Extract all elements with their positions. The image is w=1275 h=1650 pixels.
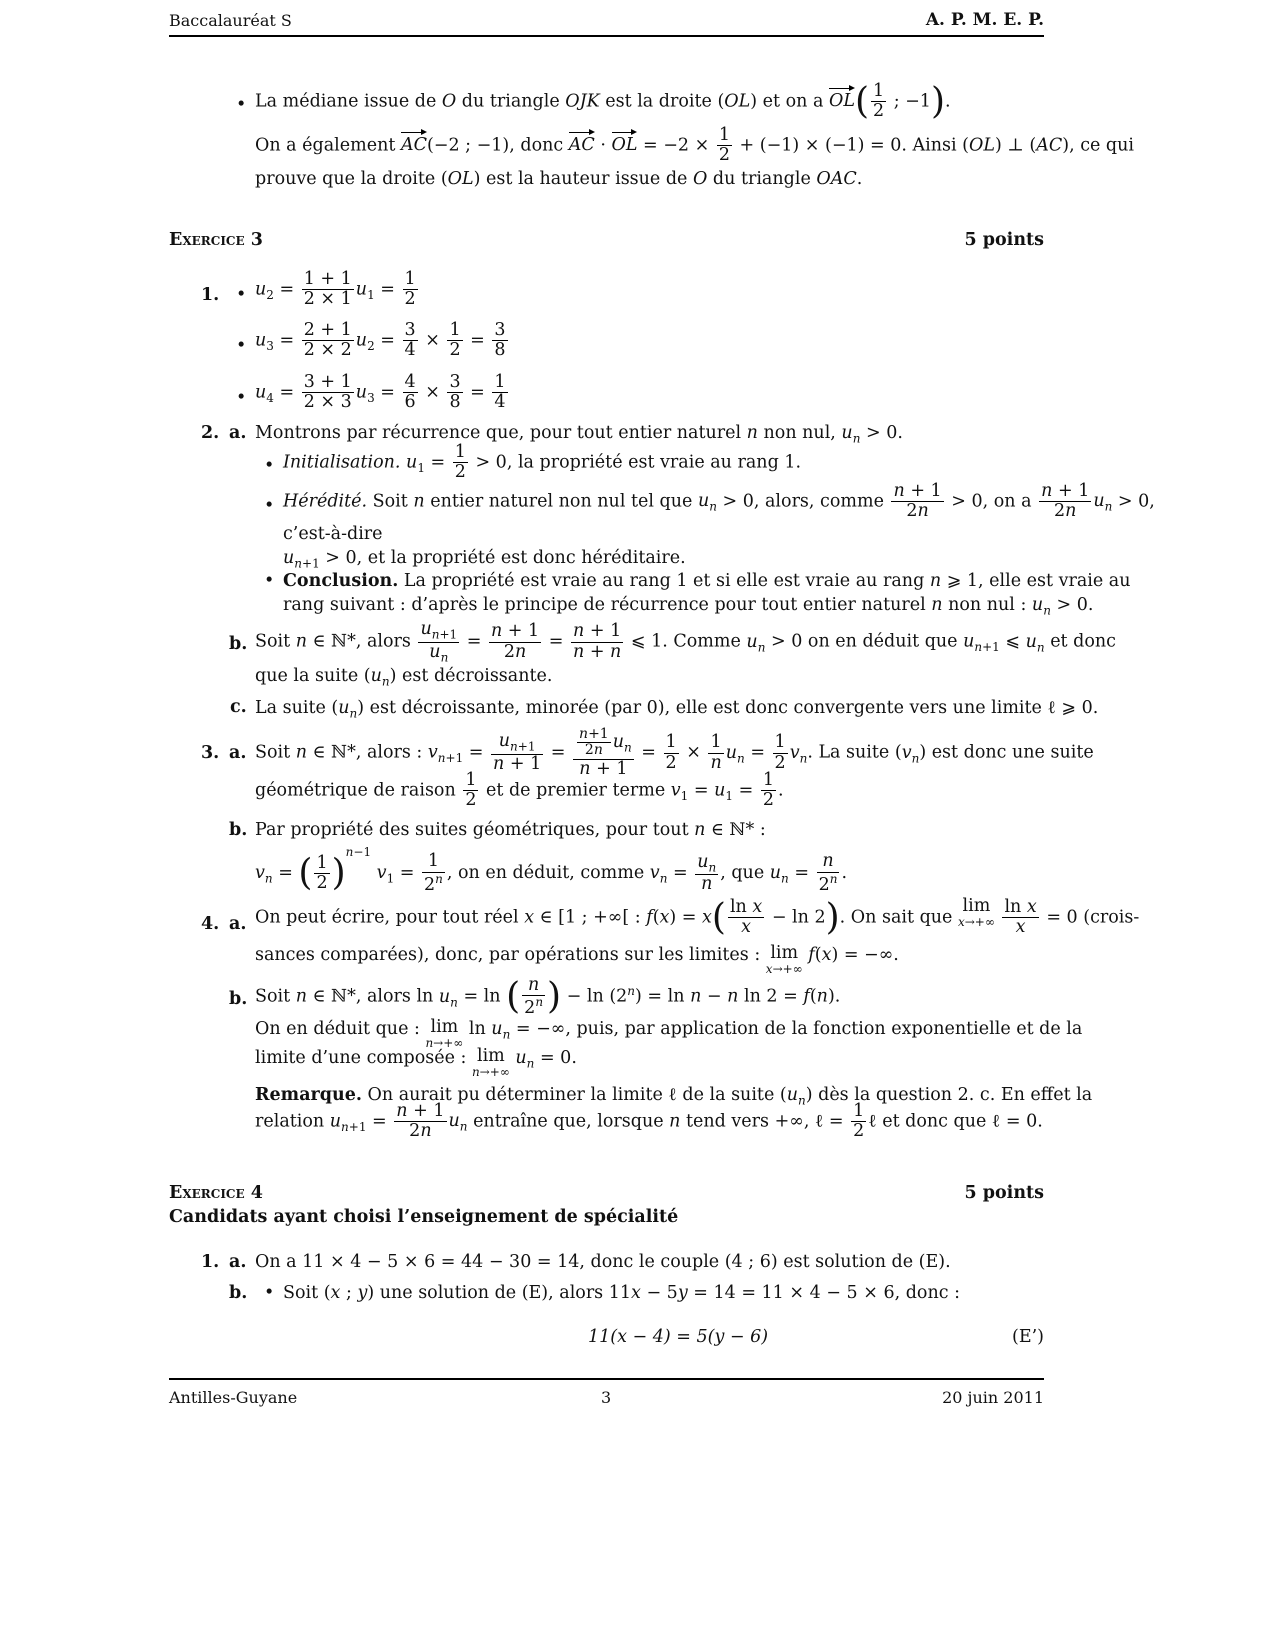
heredite-line-3: $u_{n+1} > 0$, et la propriété est donc héréditaire. [283,548,686,571]
question-1-label: 1. [201,1252,220,1272]
part-a-label: a. [229,914,247,934]
u2-formula: $u_2$ = $\frac{1 + 1}{2 \times 1}$ $u_1$ = $\frac{1}{2}$ [255,269,416,310]
intro-line-2: On a également AC(−2 ; −1), donc AC · OL = −2 × $\frac{1}{2}$ + (−1) × (−1) = 0. Ainsi (OL) ⊥ (AC), ce qui [255,125,1134,166]
footer-rule [169,1378,1044,1380]
bullet: • [236,285,247,305]
bullet: • [264,1283,275,1303]
question-2-label: 2. [201,423,220,443]
heredite-line-2: c’est-à-dire [283,524,383,544]
bullet: • [264,456,275,476]
bullet: • [264,496,275,516]
footer-right: 20 juin 2011 [942,1388,1044,1407]
exercise-3-title: Exercice 3 [169,230,263,250]
bullet: • [236,336,247,356]
page-number: 3 [601,1388,612,1407]
exercise-3-points: 5 points [964,230,1044,250]
header-left: Baccalauréat S [169,11,292,30]
ex4-q1b: Soit (x ; y) une solution de (E), alors 11x − 5y = 14 = 11 × 4 − 5 × 6, donc : [283,1283,960,1303]
question-4-label: 4. [201,914,220,934]
conclusion-line-2: rang suivant : d’après le principe de récurrence pour tout entier naturel n non nul : $u_n > 0$. [283,595,1094,618]
question-1-label: 1. [201,285,220,305]
q2a-statement: Montrons par récurrence que, pour tout entier naturel n non nul, $u_n > 0$. [255,423,903,446]
part-a-label: a. [229,1252,247,1272]
q4b-line-1: Soit n ∈ ℕ*, alors $\ln u_n = \ln$ ( $\frac{n}{2^n}$ ) − $\ln (2^n) = \ln n - n$ ln 2 = f(n). [255,975,841,1019]
q4b-line-2: On en déduit que : lim n→+∞ $\ln u_n$ = −∞, puis, par application de la fonction exponentielle et de la [255,1017,1083,1050]
part-b-label: b. [229,1283,248,1303]
q2c-statement: La suite $(u_n)$ est décroissante, minorée (par 0), elle est donc convergente vers une limite ℓ ⩾ 0. [255,698,1099,721]
exercise-4-points: 5 points [964,1183,1044,1203]
heredite-line-1: Hérédité. Soit n entier naturel non nul tel que $u_n > 0$, alors, comme $\frac{n + 1}{2n}$ > 0, on a $\frac{n + 1}{2n}$ $u_n > 0$, [283,481,1155,522]
q2b-line-1: Soit n ∈ ℕ*, alors $\frac{u_{n+1}}{u_n}$ = $\frac{n + 1}{2n}$ = $\frac{n + 1}{n + n}$ ⩽ 1. Comme $u_n > 0$ on en déduit que $u_{n+1}$ ⩽ $u_n$ et donc [255,619,1116,665]
header-rule [169,35,1044,37]
conclusion-line-1: Conclusion. La propriété est vraie au rang 1 et si elle est vraie au rang n ⩾ 1, elle est vraie au [283,571,1131,591]
q3a-line-1: Soit n ∈ ℕ*, alors : $v_{n+1}$ = $\frac{u_{n+1}}{n + 1}$ = $\frac{n+1}{2n}$ $u_n$ n + 1 = $\frac{1}{2}$ × $\frac{1}{n}$ $u_n$ = $\frac{1}{2}$ $v_n$. La suite $(v_n)$ est donc une suite [255,726,1094,779]
q3a-line-2: géométrique de raison $\frac{1}{2}$ et de premier terme $v_1 = u_1$ = $\frac{1}{2}$ . [255,770,784,811]
q4b-line-3: limite d’une composée : lim n→+∞ $u_n = 0$. [255,1046,577,1079]
equation-label: (E’) [1012,1327,1044,1347]
part-b-label: b. [229,989,248,1009]
exercise-4-subtitle: Candidats ayant choisi l’enseignement de spécialité [169,1207,679,1227]
part-b-label: b. [229,820,248,840]
remark-line-1: Remarque. On aurait pu déterminer la limite ℓ de la suite $(u_n)$ dès la question 2. c. En effet la [255,1085,1093,1108]
intro-line-3: prouve que la droite (OL) est la hauteur issue de O du triangle OAC. [255,169,863,189]
footer-left: Antilles-Guyane [169,1388,298,1407]
ex4-q1a: On a 11 × 4 − 5 × 6 = 44 − 30 = 14, donc le couple (4 ; 6) est solution de (E). [255,1252,951,1272]
q4a-line-1: On peut écrire, pour tout réel x ∈ [1 ; +∞[ : f(x) = x( $\frac{\text{ln x}}{x}$ − ln 2). On sait que lim x→+∞ $\frac{\text{ln x}}{x}$ = 0 (crois- [255,896,1140,938]
bullet: • [264,571,275,591]
exercise-4-title: Exercice 4 [169,1183,263,1203]
u4-formula: $u_4$ = $\frac{3 + 1}{2 \times 3}$ $u_3$ = $\frac{4}{6}$ × $\frac{3}{8}$ = $\frac{1}{4}$ [255,372,506,413]
equation-e-prime: 11(x − 4) = 5(y − 6) [588,1327,769,1347]
q2b-line-2: que la suite $(u_n)$ est décroissante. [255,666,553,689]
part-a-label: a. [229,423,247,443]
q3b-line-1: Par propriété des suites géométriques, pour tout n ∈ ℕ* : [255,820,766,840]
remark-line-2: relation $u_{n+1}$ = $\frac{n + 1}{2n}$ $u_n$ entraîne que, lorsque n tend vers +∞, ℓ = $\frac{1}{2}$ ℓ et donc que ℓ = 0. [255,1101,1043,1142]
u3-formula: $u_3$ = $\frac{2 + 1}{2 \times 2}$ $u_2$ = $\frac{3}{4}$ × $\frac{1}{2}$ = $\frac{3}{8}$ [255,320,506,361]
intro-line-1: La médiane issue de O du triangle OJK est la droite (OL) et on a OL( $\frac{1}{2}$ ; −1). [255,80,951,122]
part-b-label: b. [229,634,248,654]
question-3-label: 3. [201,743,220,763]
q4a-line-2: sances comparées), donc, par opérations sur les limites : lim x→+∞ f(x) = −∞. [255,943,899,976]
q3b-line-2: $v_n$ = ( $\frac{1}{2}$ )$^{n-1}$ $v_1$ = $\frac{1}{2^n}$ , on en déduit, comme $v_n$ = $\frac{u_n}{n}$ , que $u_n$ = $\frac{n}{2^n}$ . [255,845,848,895]
part-c-label: c. [230,697,247,717]
header-right: A. P. M. E. P. [925,10,1044,30]
initialisation: Initialisation. $u_1$ = $\frac{1}{2}$ > 0, la propriété est vraie au rang 1. [283,442,802,483]
bullet: • [236,388,247,408]
part-a-label: a. [229,743,247,763]
bullet: • [236,95,247,115]
